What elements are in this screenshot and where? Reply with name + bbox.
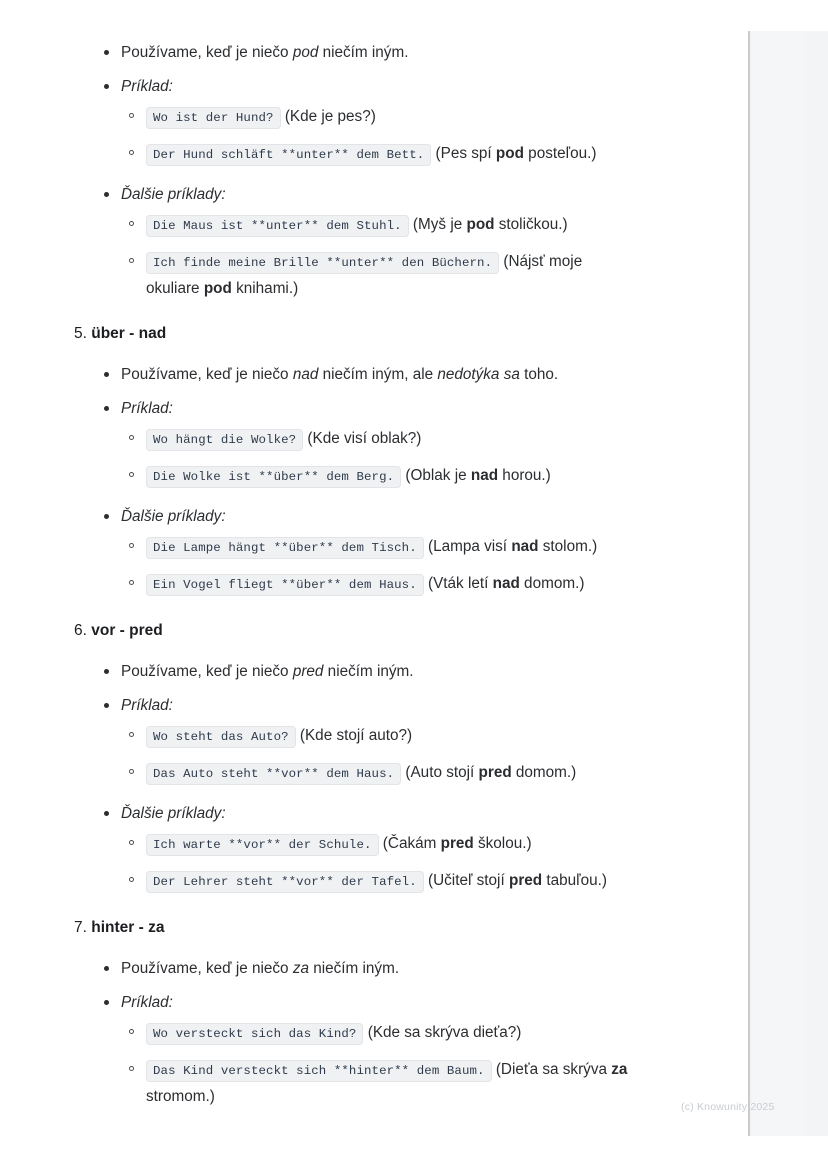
section-heading: [0, 918, 748, 938]
section-title: über - nad: [91, 325, 167, 342]
example-label: Príklad:: [121, 78, 173, 95]
gloss-pre: (Kde stojí auto?): [295, 727, 413, 744]
example-label-item: [0, 396, 748, 490]
example-label: Príklad:: [121, 400, 173, 417]
gloss-pre: (Učiteľ stojí: [423, 872, 509, 889]
usage-emphasis: pod: [292, 44, 319, 61]
example-item: [121, 141, 638, 168]
more-examples-list: [121, 212, 638, 301]
usage-text-pre: Používame, keď je niečo: [121, 960, 293, 977]
example-list: [121, 426, 638, 490]
example-item: [121, 212, 638, 239]
more-examples-list: [121, 831, 638, 895]
bullet-list: [0, 362, 748, 598]
usage-emphasis: nad: [292, 366, 319, 383]
example-label-item: [0, 990, 748, 1109]
more-examples-label-item: [0, 504, 748, 598]
usage-note: [0, 659, 748, 684]
usage-text-pre: Používame, keď je niečo: [121, 44, 293, 61]
gloss-bold: pred: [478, 764, 512, 781]
section-title: hinter - za: [91, 919, 165, 936]
section-6: [0, 621, 748, 895]
code-snippet: Der Lehrer steht **vor** der Tafel.: [146, 871, 424, 893]
section-5: [0, 324, 748, 598]
section-number: 5.: [74, 325, 87, 342]
section-number: 7.: [74, 919, 87, 936]
gloss-bold: pred: [508, 872, 543, 889]
gloss-pre: (Kde sa skrýva dieťa?): [363, 1024, 522, 1041]
code-snippet: Ich warte **vor** der Schule.: [146, 834, 379, 856]
example-item: [121, 760, 638, 787]
more-examples-label: Ďalšie príklady:: [121, 805, 226, 822]
example-item: [121, 426, 638, 453]
gloss-post: školou.): [473, 835, 532, 852]
gloss-pre: (Čakám: [378, 835, 441, 852]
code-snippet: Das Kind versteckt sich **hinter** dem Baum.: [146, 1060, 492, 1082]
more-examples-label: Ďalšie príklady:: [121, 186, 226, 203]
section-7: [0, 918, 748, 1109]
gloss-post: tabuľou.): [542, 872, 607, 889]
gloss-bold: pod: [466, 216, 495, 233]
example-item: [121, 868, 638, 895]
section-continued: [0, 0, 748, 301]
usage-emphasis-2: nedotýka sa: [437, 366, 520, 383]
example-item: [121, 1057, 638, 1109]
usage-text-mid: niečím iným, ale: [318, 366, 438, 383]
gloss-pre: (Oblak je: [401, 467, 471, 484]
gloss-bold: pod: [495, 145, 524, 162]
code-snippet: Ein Vogel fliegt **über** dem Haus.: [146, 574, 424, 596]
code-snippet: Ich finde meine Brille **unter** den Büchern.: [146, 252, 499, 274]
example-list: [121, 104, 638, 168]
gloss-pre: (Dieťa sa skrýva: [491, 1061, 612, 1078]
usage-text-post: toho.: [519, 366, 559, 383]
more-examples-list: [121, 534, 638, 598]
example-item: [121, 831, 638, 858]
bullet-list: [0, 956, 748, 1109]
gloss-pre: (Nájsť moje okuliare: [146, 253, 583, 297]
gloss-post: stolom.): [538, 538, 598, 555]
gloss-bold: pred: [440, 835, 474, 852]
example-item: [121, 534, 638, 561]
example-item: [121, 249, 638, 301]
code-snippet: Wo versteckt sich das Kind?: [146, 1023, 363, 1045]
code-snippet: Die Lampe hängt **über** dem Tisch.: [146, 537, 424, 559]
example-label: Príklad:: [121, 994, 173, 1011]
section-number: 6.: [74, 622, 87, 639]
usage-note: [0, 956, 748, 981]
example-item: [121, 571, 638, 598]
code-snippet: Wo hängt die Wolke?: [146, 429, 303, 451]
usage-text-pre: Používame, keď je niečo: [121, 663, 293, 680]
usage-text-post: niečím iným.: [308, 960, 400, 977]
gloss-bold: nad: [492, 575, 520, 592]
code-snippet: Wo steht das Auto?: [146, 726, 296, 748]
usage-text-post: niečím iným.: [318, 44, 409, 61]
bullet-list: [0, 659, 748, 895]
example-list: [121, 723, 638, 787]
gloss-bold: za: [611, 1061, 628, 1078]
gloss-pre: (Lampa visí: [423, 538, 512, 555]
example-item: [121, 723, 638, 750]
usage-note: [0, 362, 748, 387]
code-snippet: Das Auto steht **vor** dem Haus.: [146, 763, 401, 785]
usage-emphasis: za: [292, 960, 309, 977]
more-examples-label: Ďalšie príklady:: [121, 508, 226, 525]
gloss-post: domom.): [511, 764, 577, 781]
example-label: Príklad:: [121, 697, 173, 714]
example-label-item: [0, 693, 748, 787]
usage-emphasis: pred: [292, 663, 324, 680]
gloss-post: horou.): [498, 467, 551, 484]
code-snippet: Der Hund schläft **unter** dem Bett.: [146, 144, 431, 166]
example-item: [121, 1020, 638, 1047]
gloss-bold: nad: [511, 538, 539, 555]
gloss-pre: (Kde visí oblak?): [303, 430, 422, 447]
gloss-post: domom.): [519, 575, 585, 592]
example-item: [121, 104, 638, 131]
code-snippet: Die Maus ist **unter** dem Stuhl.: [146, 215, 409, 237]
watermark: (c) Knowunity 2025: [681, 1101, 775, 1113]
gloss-pre: (Auto stojí: [401, 764, 479, 781]
gloss-pre: (Myš je: [408, 216, 467, 233]
bullet-list: [0, 40, 748, 301]
gloss-pre: (Kde je pes?): [280, 108, 376, 125]
gloss-pre: (Pes spí: [431, 145, 496, 162]
more-examples-label-item: [0, 182, 748, 301]
gloss-bold: pod: [203, 280, 232, 297]
usage-note: [0, 40, 748, 65]
code-snippet: Die Wolke ist **über** dem Berg.: [146, 466, 401, 488]
gloss-pre: (Vták letí: [423, 575, 493, 592]
usage-text-pre: Používame, keď je niečo: [121, 366, 293, 383]
gloss-post: posteľou.): [523, 145, 597, 162]
gloss-post: stromom.): [146, 1088, 215, 1105]
section-heading: [0, 324, 748, 344]
right-side-panel[interactable]: [748, 31, 828, 1136]
scroll-gutter[interactable]: [752, 31, 804, 1136]
section-title: vor - pred: [91, 622, 163, 639]
example-item: [121, 463, 638, 490]
section-heading: [0, 621, 748, 641]
example-label-item: [0, 74, 748, 168]
gloss-post: knihami.): [231, 280, 299, 297]
gloss-bold: nad: [470, 467, 499, 484]
code-snippet: Wo ist der Hund?: [146, 107, 281, 129]
usage-text-post: niečím iným.: [323, 663, 414, 680]
more-examples-label-item: [0, 801, 748, 895]
gloss-post: stoličkou.): [494, 216, 568, 233]
example-list: [121, 1020, 638, 1109]
